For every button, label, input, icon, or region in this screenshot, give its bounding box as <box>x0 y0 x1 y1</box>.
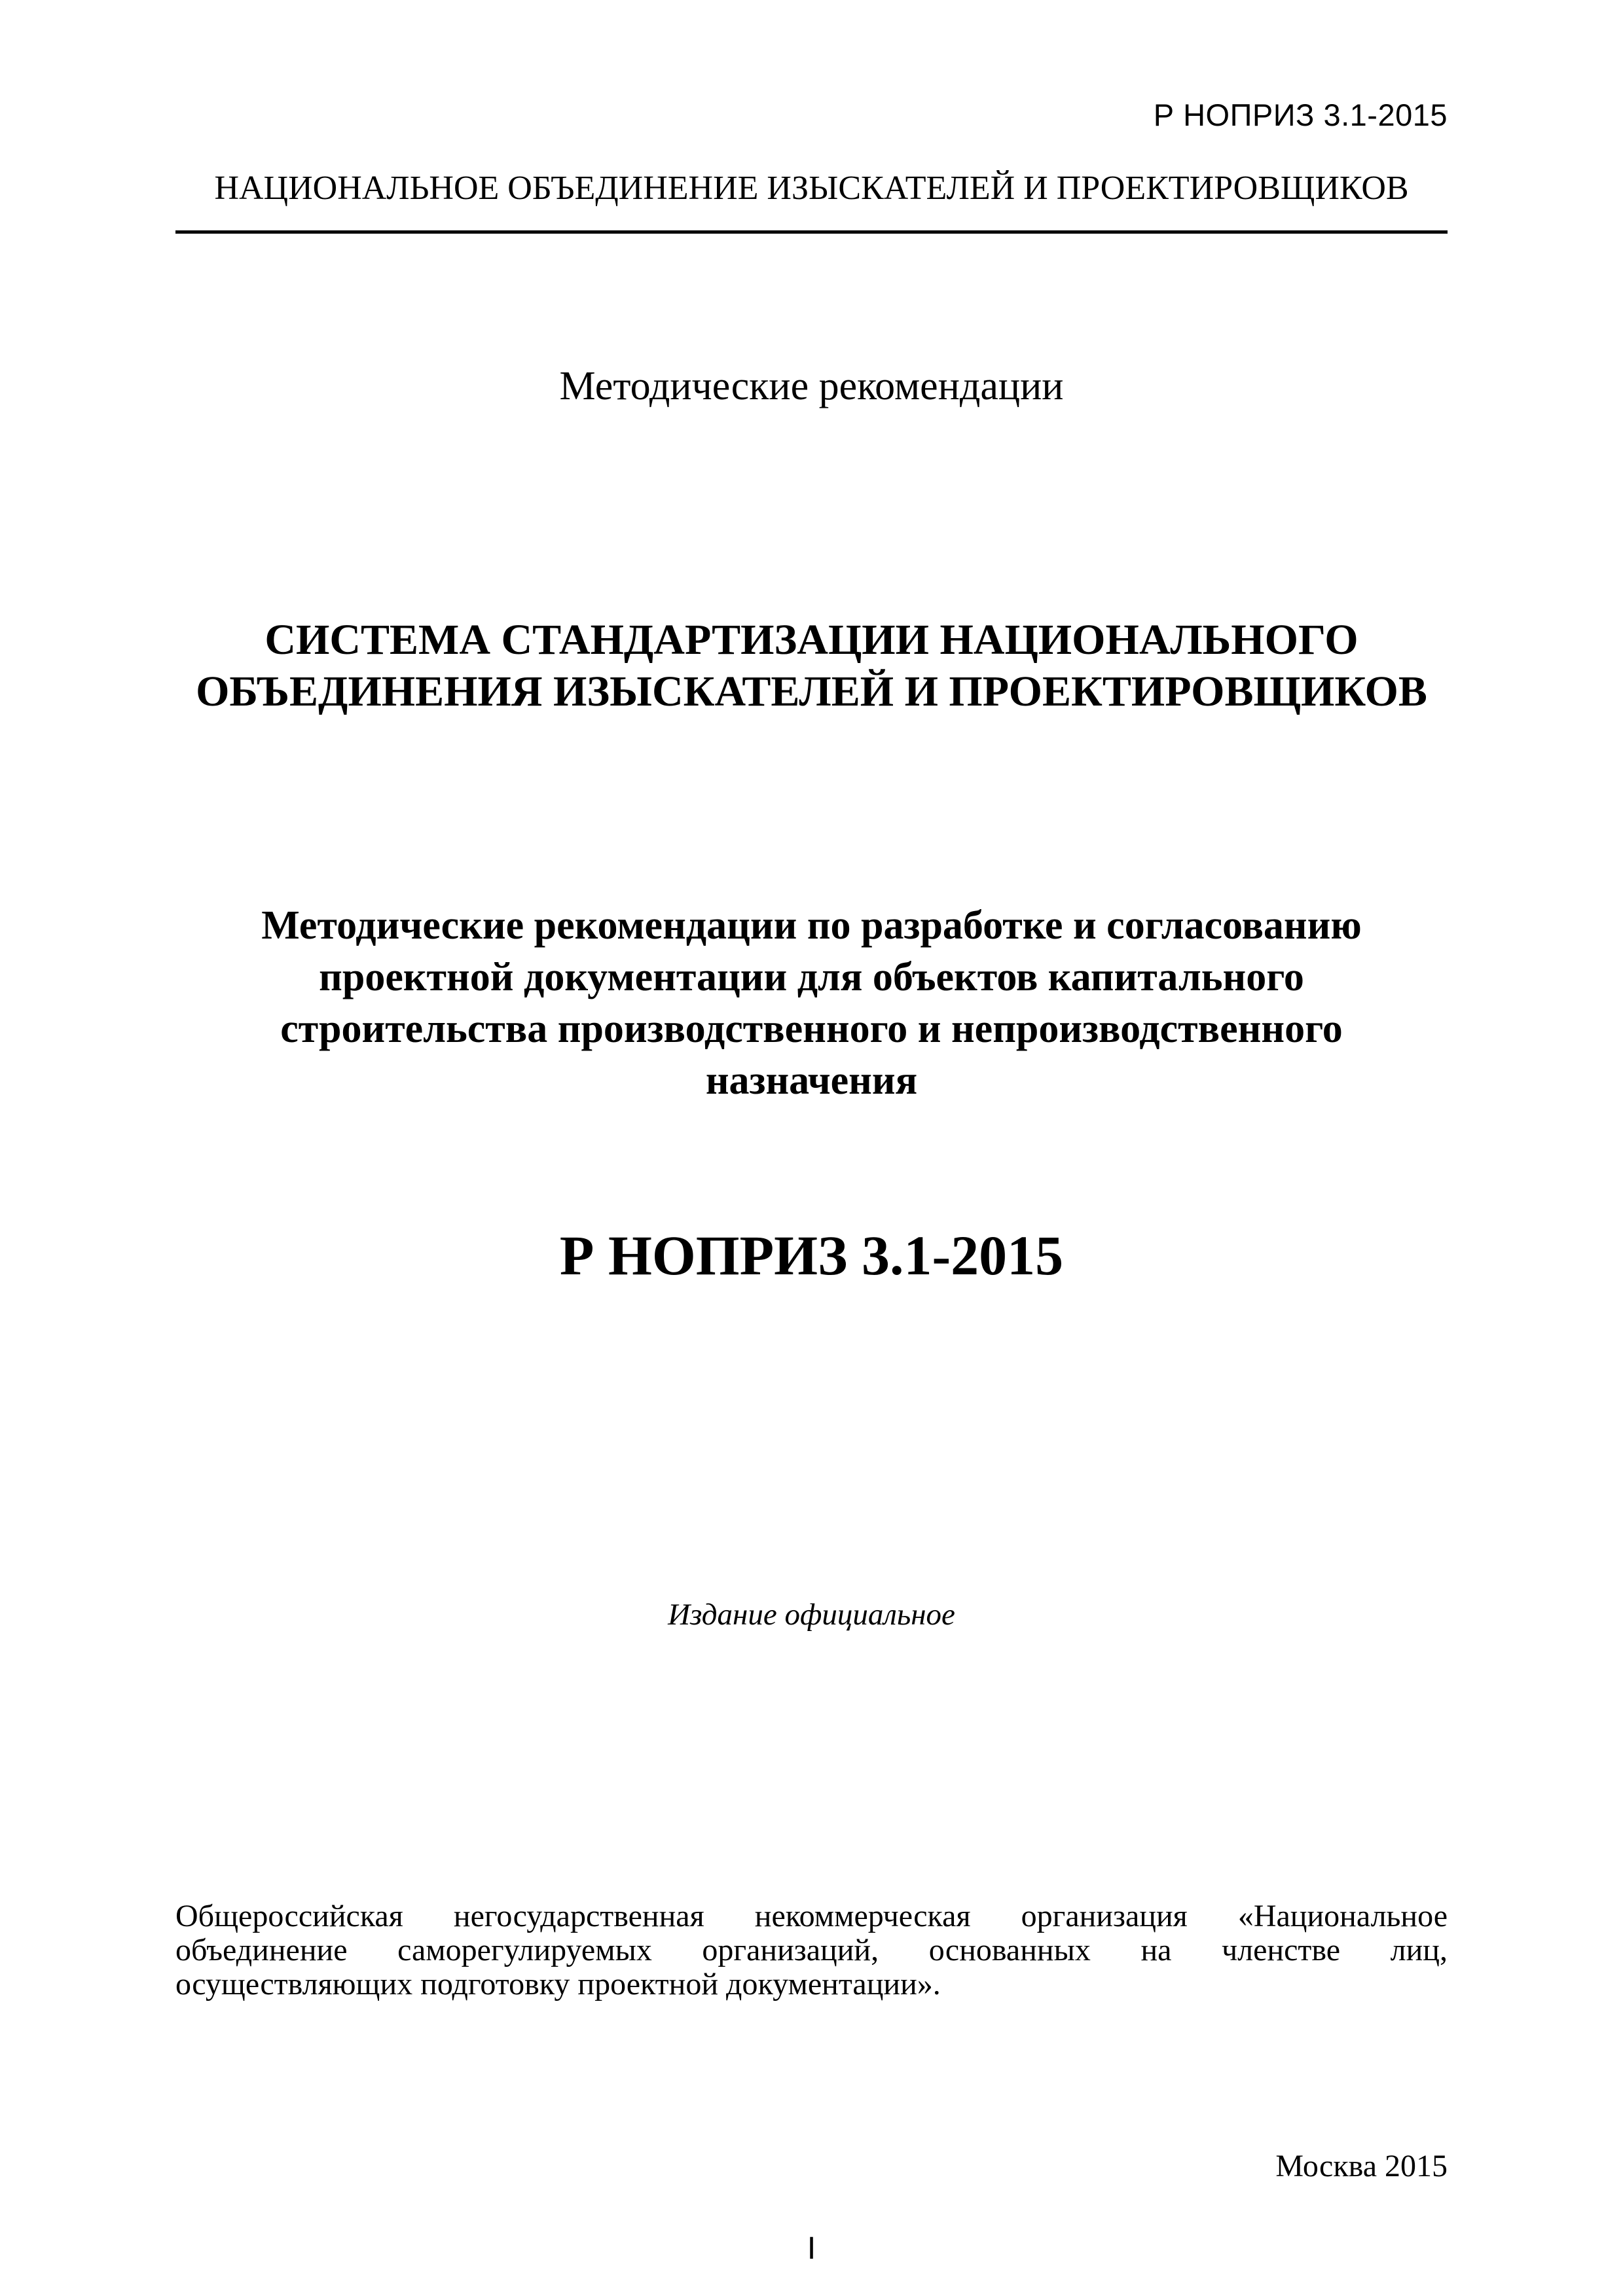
system-title-line: СИСТЕМА СТАНДАРТИЗАЦИИ НАЦИОНАЛЬНОГО <box>264 616 1359 664</box>
publisher-line: осуществляющих подготовку проектной документации». <box>175 1967 941 2001</box>
header-doc-code: Р НОПРИЗ 3.1-2015 <box>1153 98 1448 132</box>
organization-name: НАЦИОНАЛЬНОЕ ОБЪЕДИНЕНИЕ ИЗЫСКАТЕЛЕЙ И ПРОЕКТИРОВЩИКОВ <box>214 170 1409 207</box>
header-divider <box>175 230 1448 234</box>
publisher-line <box>175 1933 1448 1967</box>
document-type: Методические рекомендации <box>559 364 1064 408</box>
city-year: Москва 2015 <box>1275 2149 1448 2183</box>
publisher-word: организация <box>1021 1899 1188 1933</box>
publisher-word: на <box>1140 1933 1172 1967</box>
system-title-line: ОБЪЕДИНЕНИЯ ИЗЫСКАТЕЛЕЙ И ПРОЕКТИРОВЩИКОВ <box>196 668 1427 715</box>
publisher-word: объединение <box>175 1933 348 1967</box>
publisher-word: членстве <box>1222 1933 1341 1967</box>
document-code: Р НОПРИЗ 3.1-2015 <box>559 1224 1064 1287</box>
publisher-word: «Национальное <box>1237 1899 1448 1933</box>
publisher-word: организаций, <box>702 1933 879 1967</box>
edition-label: Издание официальное <box>668 1598 955 1632</box>
subject-line: Методические рекомендации по разработке и согласованию <box>261 903 1362 948</box>
subject-line: назначения <box>705 1058 918 1103</box>
publisher-line <box>175 1899 1448 1933</box>
publisher-word: некоммерческая <box>754 1899 971 1933</box>
publisher-word: негосударственная <box>453 1899 704 1933</box>
document-subject <box>0 900 1623 1107</box>
publisher-word: саморегулируемых <box>397 1933 652 1967</box>
publisher-statement <box>175 1899 1448 2001</box>
publisher-word: лиц, <box>1390 1933 1448 1967</box>
page-number: I <box>807 2231 816 2266</box>
standardization-system-title <box>0 614 1623 717</box>
publisher-word: Общероссийская <box>175 1899 403 1933</box>
publisher-word: основанных <box>928 1933 1091 1967</box>
subject-line: проектной документации для объектов капитального <box>319 955 1304 999</box>
subject-line: строительства производственного и непроизводственного <box>280 1007 1343 1051</box>
